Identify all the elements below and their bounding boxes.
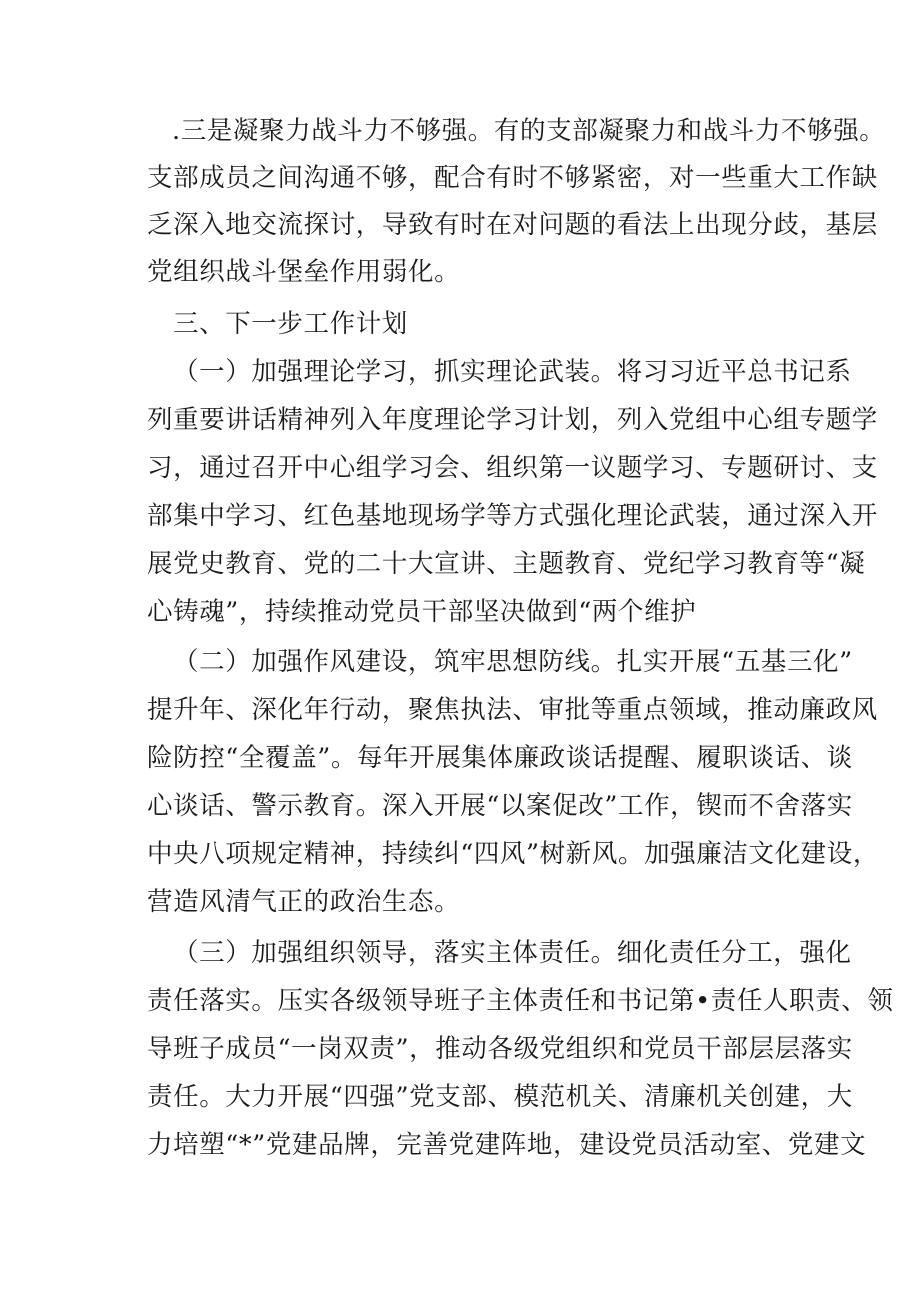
text-line: 心谈话、警示教育。深入开展“以案促改”工作，锲而不舍落实 (147, 791, 853, 821)
text-line: 列重要讲话精神列入年度理论学习计划，列入党组中心组专题学 (147, 405, 878, 435)
text-line: 险防控“全覆盖”。每年开展集体廉政谈话提醒、履职谈话、谈 (147, 743, 853, 773)
text-line: 责任。大力开展“四强”党支部、模范机关、清廉机关创建，大 (147, 1082, 853, 1112)
section-heading: 三、下一步工作计划 (173, 309, 408, 339)
text-line: 营造风清气正的政治生态。 (147, 887, 461, 917)
text-line: 力培塑“*”党建品牌，完善党建阵地，建设党员活动室、党建文 (147, 1130, 867, 1160)
text-line: （一）加强理论学习，抓实理论武装。将习习近平总书记系 (173, 357, 852, 387)
text-line: 展党史教育、党的二十大宣讲、主题教育、党纪学习教育等“凝 (147, 549, 866, 579)
text-line: 习，通过召开中心组学习会、组织第一议题学习、专题研讨、支 (147, 453, 878, 483)
text-line: 中央八项规定精神，持续纠“四风”树新风。加强廉洁文化建设， (147, 839, 879, 869)
text-line: 心铸魂”，持续推动党员干部坚决做到“两个维护 (147, 597, 697, 627)
text-line: 导班子成员“一岗双责”，推动各级党组织和党员干部层层落实 (147, 1034, 853, 1064)
text-line: 提升年、深化年行动，聚焦执法、审批等重点领域，推动廉政风 (147, 695, 878, 725)
text-line: 支部成员之间沟通不够，配合有时不够紧密，对一些重大工作缺 (147, 163, 878, 193)
text-line: 责任落实。压实各级领导班子主体责任和书记第•责任人职责、领 (147, 986, 894, 1016)
text-line: .三是凝聚力战斗力不够强。有的支部凝聚力和战斗力不够强。 (172, 116, 886, 146)
text-line: 乏深入地交流探讨，导致有时在对问题的看法上出现分歧，基层 (147, 210, 878, 240)
text-line: （二）加强作风建设，筑牢思想防线。扎实开展“五基三化” (173, 647, 853, 677)
text-line: 部集中学习、红色基地现场学等方式强化理论武装，通过深入开 (147, 501, 878, 531)
text-line: （三）加强组织领导，落实主体责任。细化责任分工，强化 (173, 938, 852, 968)
text-line: 党组织战斗堡垒作用弱化。 (147, 257, 461, 287)
